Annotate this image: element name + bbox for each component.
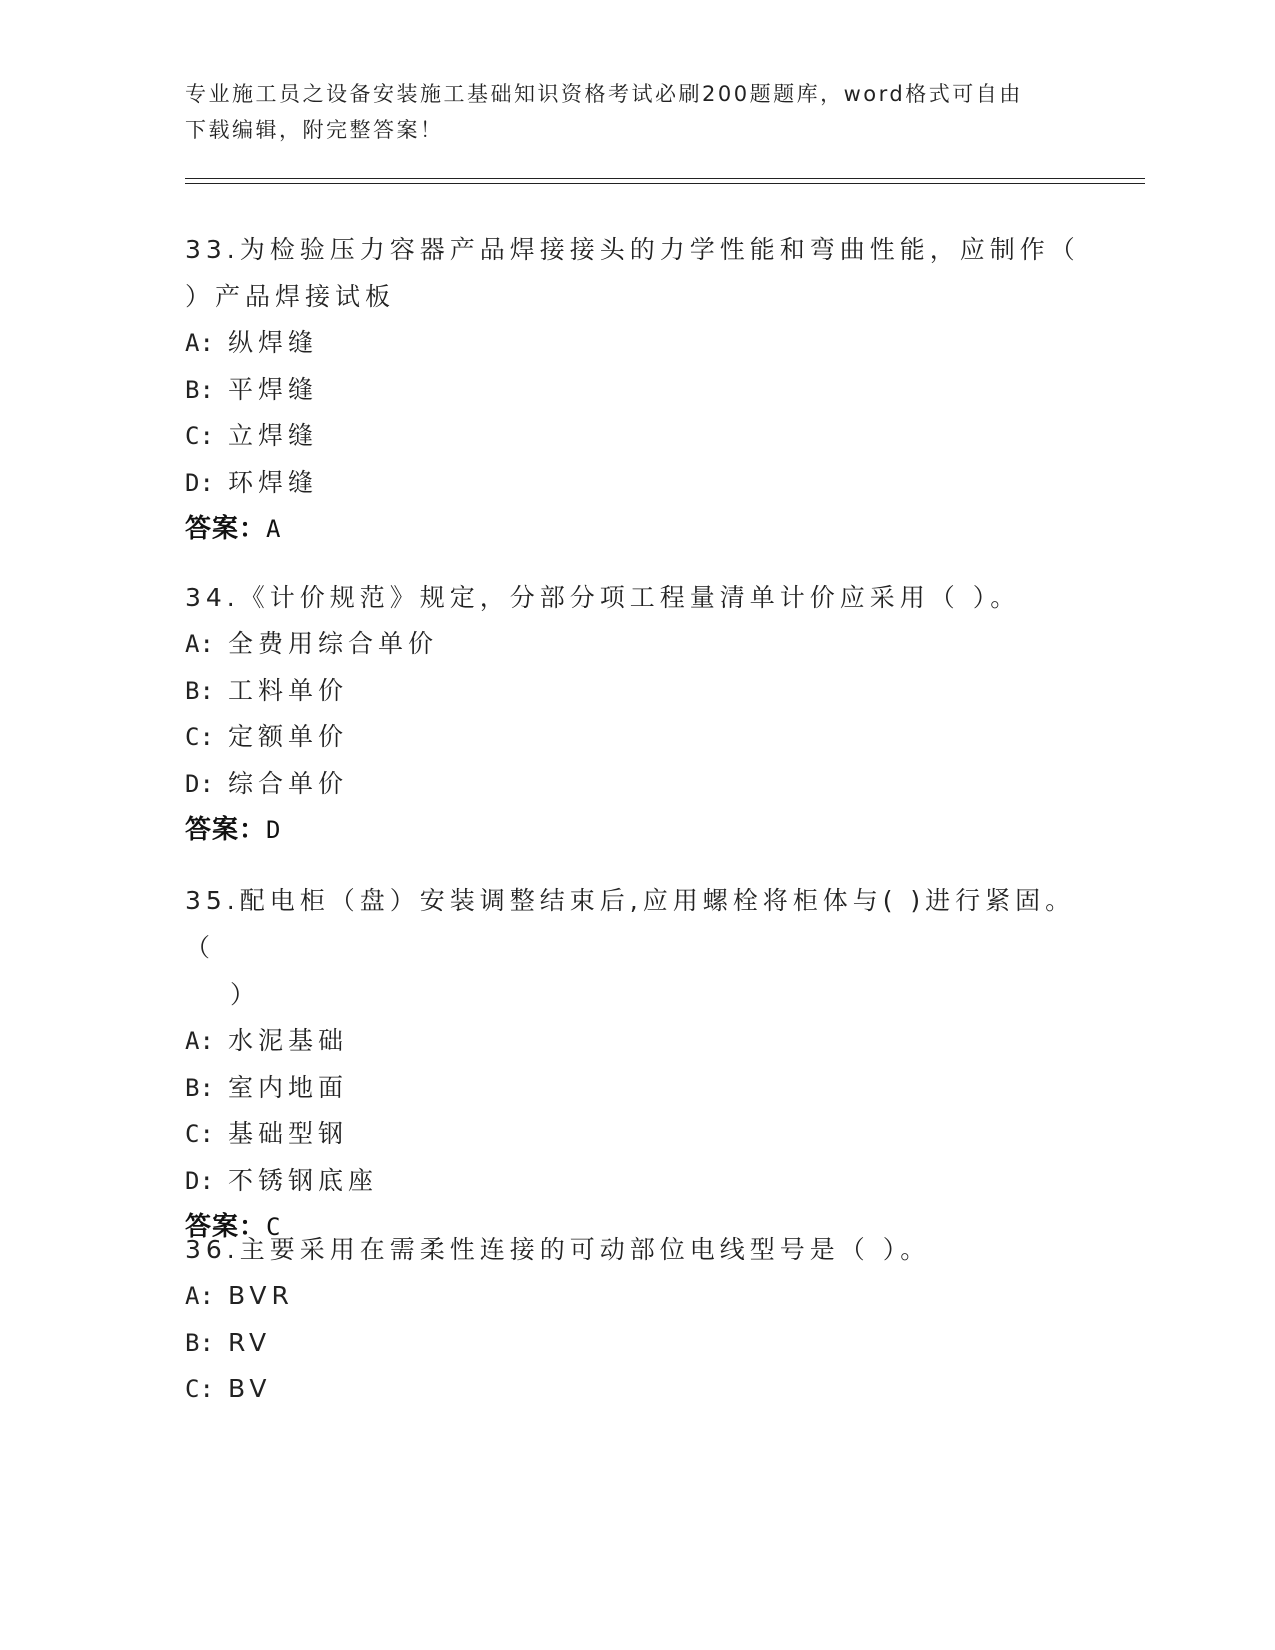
option-key: D: bbox=[185, 769, 214, 798]
header-divider-bottom bbox=[185, 183, 1145, 184]
question-stem bbox=[185, 877, 1085, 1018]
option-d bbox=[185, 1158, 1085, 1205]
option-key: A: bbox=[185, 329, 214, 357]
option-key: B: bbox=[185, 1073, 214, 1102]
header-line-1: 专业施工员之设备安装施工基础知识资格考试必刷200题题库，word格式可自由 bbox=[185, 82, 1023, 106]
question-stem bbox=[185, 574, 1085, 621]
answer-label: 答案： bbox=[185, 514, 267, 544]
option-text: BV bbox=[228, 1374, 272, 1403]
option-key: C: bbox=[185, 1120, 214, 1148]
option-key: C: bbox=[185, 723, 214, 751]
answer-value: D bbox=[266, 816, 282, 844]
option-text: 工料单价 bbox=[228, 675, 349, 705]
question-stem bbox=[185, 226, 1085, 320]
question-36 bbox=[185, 1226, 1085, 1413]
answer-value: C bbox=[266, 1213, 282, 1241]
option-list bbox=[185, 1018, 1085, 1204]
option-b bbox=[185, 1065, 1085, 1112]
header-line-2: 下载编辑，附完整答案！ bbox=[185, 118, 444, 142]
option-text: 平焊缝 bbox=[228, 374, 319, 404]
question-33 bbox=[185, 226, 1085, 553]
option-key: B: bbox=[185, 375, 214, 404]
option-text: 纵焊缝 bbox=[228, 328, 319, 357]
option-list bbox=[185, 621, 1085, 807]
option-text: RV bbox=[228, 1327, 272, 1357]
option-c bbox=[185, 1366, 1085, 1413]
option-text: 综合单价 bbox=[228, 768, 349, 798]
option-text: 不锈钢底座 bbox=[228, 1165, 379, 1195]
question-stem bbox=[185, 1226, 1085, 1273]
option-key: A: bbox=[185, 1027, 214, 1055]
option-list bbox=[185, 1273, 1085, 1413]
option-a bbox=[185, 1018, 1085, 1065]
header-divider-top bbox=[185, 178, 1145, 179]
question-stem-line-1: 34.《计价规范》规定，分部分项工程量清单计价应采用（ ）。 bbox=[185, 583, 1021, 612]
option-key: C: bbox=[185, 422, 214, 450]
answer-label: 答案： bbox=[185, 815, 267, 845]
option-key: A: bbox=[185, 1282, 214, 1310]
question-stem-line-1: 36.主要采用在需柔性连接的可动部位电线型号是（ ）。 bbox=[185, 1235, 931, 1264]
question-stem-line-2: ）产品焊接试板 bbox=[185, 282, 396, 311]
option-text: 环焊缝 bbox=[228, 467, 319, 497]
answer-line bbox=[185, 807, 1085, 854]
option-key: B: bbox=[185, 1328, 214, 1357]
option-c bbox=[185, 413, 1085, 460]
option-key: B: bbox=[185, 676, 214, 705]
option-d bbox=[185, 761, 1085, 808]
question-stem-line-2: ） bbox=[230, 980, 261, 1009]
option-d bbox=[185, 460, 1085, 507]
option-text: BVR bbox=[228, 1281, 294, 1310]
answer-label: 答案： bbox=[185, 1212, 267, 1242]
option-text: 全费用综合单价 bbox=[228, 629, 439, 658]
option-key: D: bbox=[185, 1166, 214, 1195]
option-key: C: bbox=[185, 1375, 214, 1403]
answer-line bbox=[185, 506, 1085, 553]
option-c bbox=[185, 714, 1085, 761]
option-text: 定额单价 bbox=[228, 722, 349, 751]
document-header bbox=[185, 76, 1085, 148]
option-list bbox=[185, 320, 1085, 506]
option-b bbox=[185, 1320, 1085, 1367]
option-a bbox=[185, 320, 1085, 367]
option-b bbox=[185, 668, 1085, 715]
option-key: D: bbox=[185, 468, 214, 497]
question-35 bbox=[185, 877, 1085, 1251]
option-text: 水泥基础 bbox=[228, 1026, 349, 1055]
option-b bbox=[185, 367, 1085, 414]
question-34 bbox=[185, 574, 1085, 854]
option-text: 基础型钢 bbox=[228, 1119, 349, 1148]
option-c bbox=[185, 1111, 1085, 1158]
option-text: 立焊缝 bbox=[228, 421, 319, 450]
option-text: 室内地面 bbox=[228, 1072, 349, 1102]
question-stem-line-1: 35.配电柜（盘）安装调整结束后,应用螺栓将柜体与( )进行紧固。（ bbox=[185, 886, 1076, 962]
option-key: A: bbox=[185, 630, 214, 658]
question-stem-line-1: 33.为检验压力容器产品焊接接头的力学性能和弯曲性能，应制作（ bbox=[185, 235, 1080, 264]
option-a bbox=[185, 1273, 1085, 1320]
answer-value: A bbox=[266, 515, 282, 543]
option-a bbox=[185, 621, 1085, 668]
